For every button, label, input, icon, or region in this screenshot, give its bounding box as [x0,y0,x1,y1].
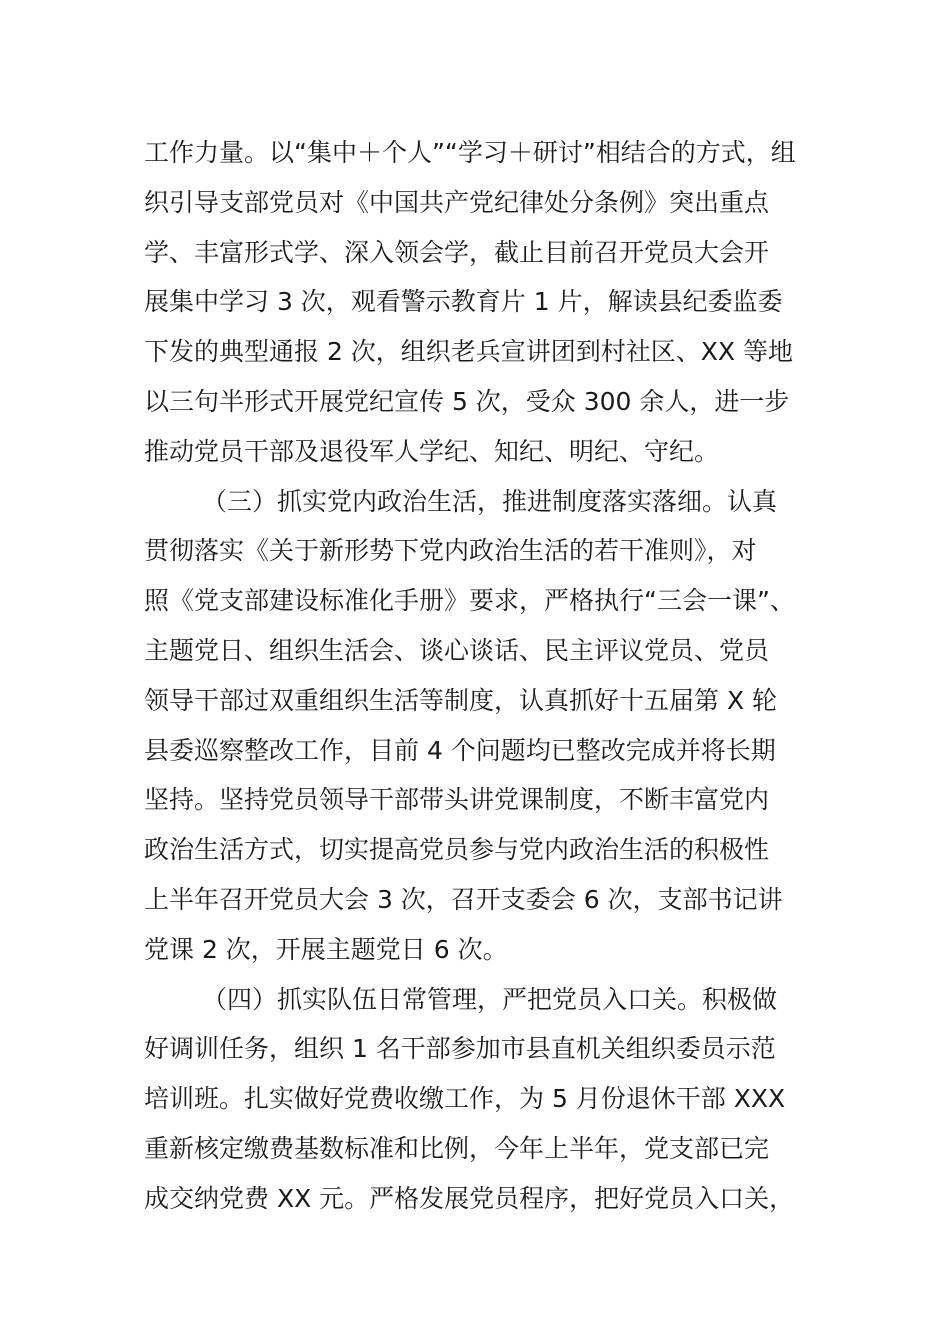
text-line: 坚持。坚持党员领导干部带头讲党课制度，不断丰富党内 [144,785,770,815]
text-line: 贯彻落实《关于新形势下党内政治生活的若干准则》，对 [144,536,757,566]
text-line: 好调训任务，组织 1 名干部参加市县直机关组织委员示范 [144,1034,776,1064]
text-line: 领导干部过双重组织生活等制度，认真抓好十五届第 X 轮 [144,685,778,715]
section-heading-line: （三）抓实党内政治生活，推进制度落实落细。认真 [202,486,778,516]
text-line: 推动党员干部及退役军人学纪、知纪、明纪、守纪。 [144,436,720,466]
text-line: 成交纳党费 XX 元。严格发展党员程序，把好党员入口关， [144,1183,795,1213]
text-line: 党课 2 次，开展主题党日 6 次。 [144,934,508,964]
text-line: 县委巡察整改工作，目前 4 个问题均已整改完成并将长期 [144,735,776,765]
text-line: 工作力量。以“集中＋个人”“学习＋研讨”相结合的方式，组 [144,138,796,167]
text-line: 主题党日、组织生活会、谈心谈话、民主评议党员、党员 [144,635,770,665]
text-line: 政治生活方式，切实提高党员参与党内政治生活的积极性 [144,835,770,865]
text-line: 培训班。扎实做好党费收缴工作，为 5 月份退休干部 XXX [144,1084,786,1114]
text-line: 以三句半形式开展党纪宣传 5 次，受众 300 余人，进一步 [144,386,790,416]
text-line: 织引导支部党员对《中国共产党纪律处分条例》突出重点 [144,187,770,217]
text-line: 学、丰富形式学、深入领会学，截止目前召开党员大会开 [144,237,770,267]
body-text [144,128,808,1224]
section-heading-line: （四）抓实队伍日常管理，严把党员入口关。积极做 [202,984,778,1014]
text-line: 下发的典型通报 2 次，组织老兵宣讲团到村社区、XX 等地 [144,337,794,367]
text-line: 展集中学习 3 次，观看警示教育片 1 片，解读县纪委监委 [144,287,783,317]
text-line: 上半年召开党员大会 3 次，召开支委会 6 次，支部书记讲 [144,884,783,914]
text-line: 照《党支部建设标准化手册》要求，严格执行“三会一课”、 [144,586,795,616]
text-line: 重新核定缴费基数标准和比例，今年上半年，党支部已完 [144,1133,770,1163]
